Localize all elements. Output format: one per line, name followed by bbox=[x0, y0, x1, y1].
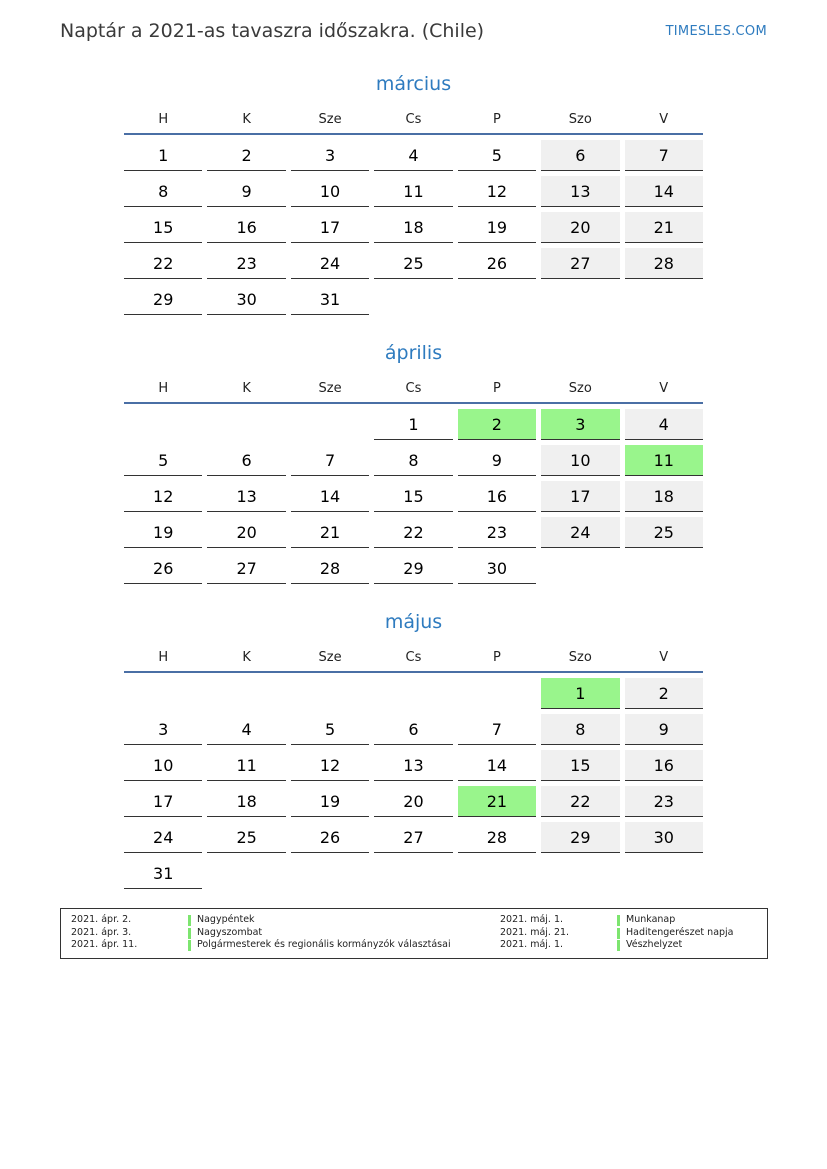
legend-color-marker bbox=[617, 940, 620, 951]
legend-date: 2021. ápr. 11. bbox=[71, 939, 138, 950]
empty-day-cell bbox=[124, 678, 202, 708]
day-cell: 14 bbox=[291, 481, 369, 512]
weekday-header-row bbox=[124, 649, 703, 671]
week-row bbox=[124, 786, 703, 817]
empty-day-cell bbox=[374, 284, 452, 314]
weekday-label: P bbox=[492, 381, 501, 396]
day-cell: 13 bbox=[207, 481, 285, 512]
day-cell: 29 bbox=[374, 553, 452, 584]
day-cell: 10 bbox=[291, 176, 369, 207]
day-cell: 30 bbox=[625, 822, 703, 853]
legend-item bbox=[490, 914, 734, 927]
day-cell: 22 bbox=[124, 248, 202, 279]
day-cell: 3 bbox=[291, 140, 369, 171]
empty-day-cell bbox=[625, 553, 703, 583]
day-cell: 24 bbox=[541, 517, 619, 548]
day-cell: 9 bbox=[207, 176, 285, 207]
day-cell: 29 bbox=[541, 822, 619, 853]
empty-day-cell bbox=[291, 678, 369, 708]
legend-color-marker bbox=[188, 928, 191, 939]
day-cell: 18 bbox=[207, 786, 285, 817]
day-cell: 18 bbox=[374, 212, 452, 243]
weekday-label: V bbox=[659, 381, 669, 396]
legend-color-marker bbox=[617, 928, 620, 939]
empty-day-cell bbox=[458, 678, 536, 708]
week-row bbox=[124, 517, 703, 548]
day-cell: 21 bbox=[625, 212, 703, 243]
legend-item bbox=[61, 914, 451, 927]
week-row bbox=[124, 481, 703, 512]
legend-column-right bbox=[490, 914, 734, 952]
week-row bbox=[124, 750, 703, 781]
day-cell: 6 bbox=[207, 445, 285, 476]
day-cell: 4 bbox=[374, 140, 452, 171]
week-grid bbox=[124, 140, 703, 315]
weekday-label: K bbox=[242, 112, 251, 127]
day-cell: 28 bbox=[625, 248, 703, 279]
brand-link[interactable]: TIMESLES.COM bbox=[665, 24, 767, 39]
day-cell: 9 bbox=[458, 445, 536, 476]
empty-day-cell bbox=[207, 409, 285, 439]
empty-day-cell bbox=[625, 858, 703, 888]
day-cell: 10 bbox=[124, 750, 202, 781]
day-cell: 2 bbox=[625, 678, 703, 709]
day-cell: 28 bbox=[291, 553, 369, 584]
legend-date: 2021. ápr. 3. bbox=[71, 926, 132, 938]
weekday-label: H bbox=[158, 650, 169, 665]
day-cell: 8 bbox=[124, 176, 202, 207]
day-cell: 16 bbox=[207, 212, 285, 243]
week-row bbox=[124, 248, 703, 279]
day-cell: 20 bbox=[207, 517, 285, 548]
day-cell: 31 bbox=[291, 284, 369, 315]
month-name: április bbox=[384, 342, 443, 364]
day-cell: 7 bbox=[458, 714, 536, 745]
day-cell: 30 bbox=[458, 553, 536, 584]
day-cell: 28 bbox=[458, 822, 536, 853]
empty-day-cell bbox=[291, 409, 369, 439]
day-cell: 27 bbox=[207, 553, 285, 584]
day-cell: 12 bbox=[124, 481, 202, 512]
day-cell: 21 bbox=[458, 786, 536, 817]
week-row bbox=[124, 212, 703, 243]
empty-day-cell bbox=[541, 284, 619, 314]
month-calendar bbox=[124, 70, 703, 320]
holiday-legend bbox=[60, 908, 768, 959]
day-cell: 14 bbox=[458, 750, 536, 781]
legend-color-marker bbox=[188, 940, 191, 951]
day-cell: 1 bbox=[374, 409, 452, 440]
weekday-label: P bbox=[492, 650, 501, 665]
legend-date: 2021. máj. 21. bbox=[500, 926, 570, 938]
month-name: március bbox=[375, 73, 452, 95]
day-cell: 3 bbox=[541, 409, 619, 440]
legend-date: 2021. máj. 1. bbox=[500, 939, 564, 950]
day-cell: 12 bbox=[291, 750, 369, 781]
day-cell: 23 bbox=[625, 786, 703, 817]
empty-day-cell bbox=[374, 858, 452, 888]
day-cell: 19 bbox=[458, 212, 536, 243]
week-row bbox=[124, 176, 703, 207]
day-cell: 17 bbox=[124, 786, 202, 817]
weekday-label: Cs bbox=[405, 112, 422, 127]
day-cell: 23 bbox=[458, 517, 536, 548]
week-row bbox=[124, 140, 703, 171]
empty-day-cell bbox=[458, 284, 536, 314]
empty-day-cell bbox=[541, 553, 619, 583]
week-row bbox=[124, 445, 703, 476]
week-grid bbox=[124, 678, 703, 889]
month-name: május bbox=[384, 611, 443, 633]
day-cell: 25 bbox=[207, 822, 285, 853]
weekday-header-row bbox=[124, 380, 703, 402]
month-calendar bbox=[124, 608, 703, 894]
legend-item bbox=[490, 939, 734, 952]
day-cell: 5 bbox=[124, 445, 202, 476]
day-cell: 31 bbox=[124, 858, 202, 889]
empty-day-cell bbox=[207, 678, 285, 708]
legend-holiday-name: Nagyszombat bbox=[197, 926, 263, 938]
day-cell: 12 bbox=[458, 176, 536, 207]
weekday-label: Sze bbox=[318, 650, 342, 665]
week-row bbox=[124, 678, 703, 709]
month-calendar bbox=[124, 339, 703, 589]
day-cell: 4 bbox=[207, 714, 285, 745]
legend-date: 2021. ápr. 2. bbox=[71, 914, 132, 925]
weekday-label: Sze bbox=[318, 112, 342, 127]
weekday-label: Cs bbox=[405, 381, 422, 396]
day-cell: 29 bbox=[124, 284, 202, 315]
weekday-label: Szo bbox=[568, 650, 592, 665]
day-cell: 2 bbox=[207, 140, 285, 171]
weekday-label: Szo bbox=[568, 381, 592, 396]
day-cell: 16 bbox=[458, 481, 536, 512]
day-cell: 5 bbox=[458, 140, 536, 171]
day-cell: 9 bbox=[625, 714, 703, 745]
week-grid bbox=[124, 409, 703, 584]
week-row bbox=[124, 858, 703, 889]
day-cell: 15 bbox=[541, 750, 619, 781]
day-cell: 1 bbox=[124, 140, 202, 171]
day-cell: 27 bbox=[541, 248, 619, 279]
day-cell: 20 bbox=[541, 212, 619, 243]
day-cell: 20 bbox=[374, 786, 452, 817]
weekday-label: Szo bbox=[568, 112, 592, 127]
legend-holiday-name: Nagypéntek bbox=[197, 914, 255, 925]
day-cell: 7 bbox=[625, 140, 703, 171]
empty-day-cell bbox=[374, 678, 452, 708]
day-cell: 8 bbox=[541, 714, 619, 745]
empty-day-cell bbox=[458, 858, 536, 888]
empty-day-cell bbox=[625, 284, 703, 314]
day-cell: 23 bbox=[207, 248, 285, 279]
weekday-label: V bbox=[659, 650, 669, 665]
day-cell: 2 bbox=[458, 409, 536, 440]
legend-color-marker bbox=[617, 915, 620, 926]
day-cell: 5 bbox=[291, 714, 369, 745]
legend-item bbox=[61, 939, 451, 952]
weekday-label: K bbox=[242, 381, 251, 396]
day-cell: 26 bbox=[458, 248, 536, 279]
week-row bbox=[124, 553, 703, 584]
legend-color-marker bbox=[188, 915, 191, 926]
day-cell: 15 bbox=[124, 212, 202, 243]
legend-holiday-name: Polgármesterek és regionális kormányzók választásai bbox=[197, 939, 451, 950]
legend-holiday-name: Munkanap bbox=[626, 914, 676, 925]
weekday-label: V bbox=[659, 112, 669, 127]
day-cell: 26 bbox=[124, 553, 202, 584]
day-cell: 16 bbox=[625, 750, 703, 781]
day-cell: 21 bbox=[291, 517, 369, 548]
legend-item bbox=[61, 927, 451, 940]
day-cell: 26 bbox=[291, 822, 369, 853]
day-cell: 13 bbox=[374, 750, 452, 781]
weekday-label: Sze bbox=[318, 381, 342, 396]
page-title: Naptár a 2021-as tavaszra időszakra. (Chile) bbox=[60, 20, 485, 42]
day-cell: 4 bbox=[625, 409, 703, 440]
weekday-label: H bbox=[158, 381, 169, 396]
day-cell: 7 bbox=[291, 445, 369, 476]
weekday-label: K bbox=[242, 650, 251, 665]
legend-holiday-name: Vészhelyzet bbox=[626, 939, 683, 950]
day-cell: 22 bbox=[541, 786, 619, 817]
week-row bbox=[124, 714, 703, 745]
day-cell: 8 bbox=[374, 445, 452, 476]
day-cell: 24 bbox=[291, 248, 369, 279]
day-cell: 13 bbox=[541, 176, 619, 207]
header-divider bbox=[124, 402, 703, 404]
week-row bbox=[124, 284, 703, 315]
day-cell: 10 bbox=[541, 445, 619, 476]
week-row bbox=[124, 409, 703, 440]
day-cell: 11 bbox=[374, 176, 452, 207]
day-cell: 25 bbox=[374, 248, 452, 279]
day-cell: 15 bbox=[374, 481, 452, 512]
day-cell: 11 bbox=[625, 445, 703, 476]
day-cell: 6 bbox=[374, 714, 452, 745]
day-cell: 27 bbox=[374, 822, 452, 853]
legend-column-left bbox=[61, 914, 451, 952]
day-cell: 19 bbox=[124, 517, 202, 548]
day-cell: 22 bbox=[374, 517, 452, 548]
legend-item bbox=[490, 927, 734, 940]
week-row bbox=[124, 822, 703, 853]
day-cell: 3 bbox=[124, 714, 202, 745]
empty-day-cell bbox=[291, 858, 369, 888]
legend-holiday-name: Haditengerészet napja bbox=[626, 926, 734, 938]
weekday-header-row bbox=[124, 111, 703, 133]
day-cell: 19 bbox=[291, 786, 369, 817]
legend-date: 2021. máj. 1. bbox=[500, 914, 564, 925]
day-cell: 14 bbox=[625, 176, 703, 207]
empty-day-cell bbox=[124, 409, 202, 439]
weekday-label: H bbox=[158, 112, 169, 127]
day-cell: 6 bbox=[541, 140, 619, 171]
empty-day-cell bbox=[541, 858, 619, 888]
day-cell: 30 bbox=[207, 284, 285, 315]
day-cell: 11 bbox=[207, 750, 285, 781]
day-cell: 1 bbox=[541, 678, 619, 709]
header-divider bbox=[124, 133, 703, 135]
day-cell: 25 bbox=[625, 517, 703, 548]
day-cell: 17 bbox=[541, 481, 619, 512]
weekday-label: P bbox=[492, 112, 501, 127]
empty-day-cell bbox=[207, 858, 285, 888]
day-cell: 17 bbox=[291, 212, 369, 243]
day-cell: 24 bbox=[124, 822, 202, 853]
header-divider bbox=[124, 671, 703, 673]
weekday-label: Cs bbox=[405, 650, 422, 665]
day-cell: 18 bbox=[625, 481, 703, 512]
